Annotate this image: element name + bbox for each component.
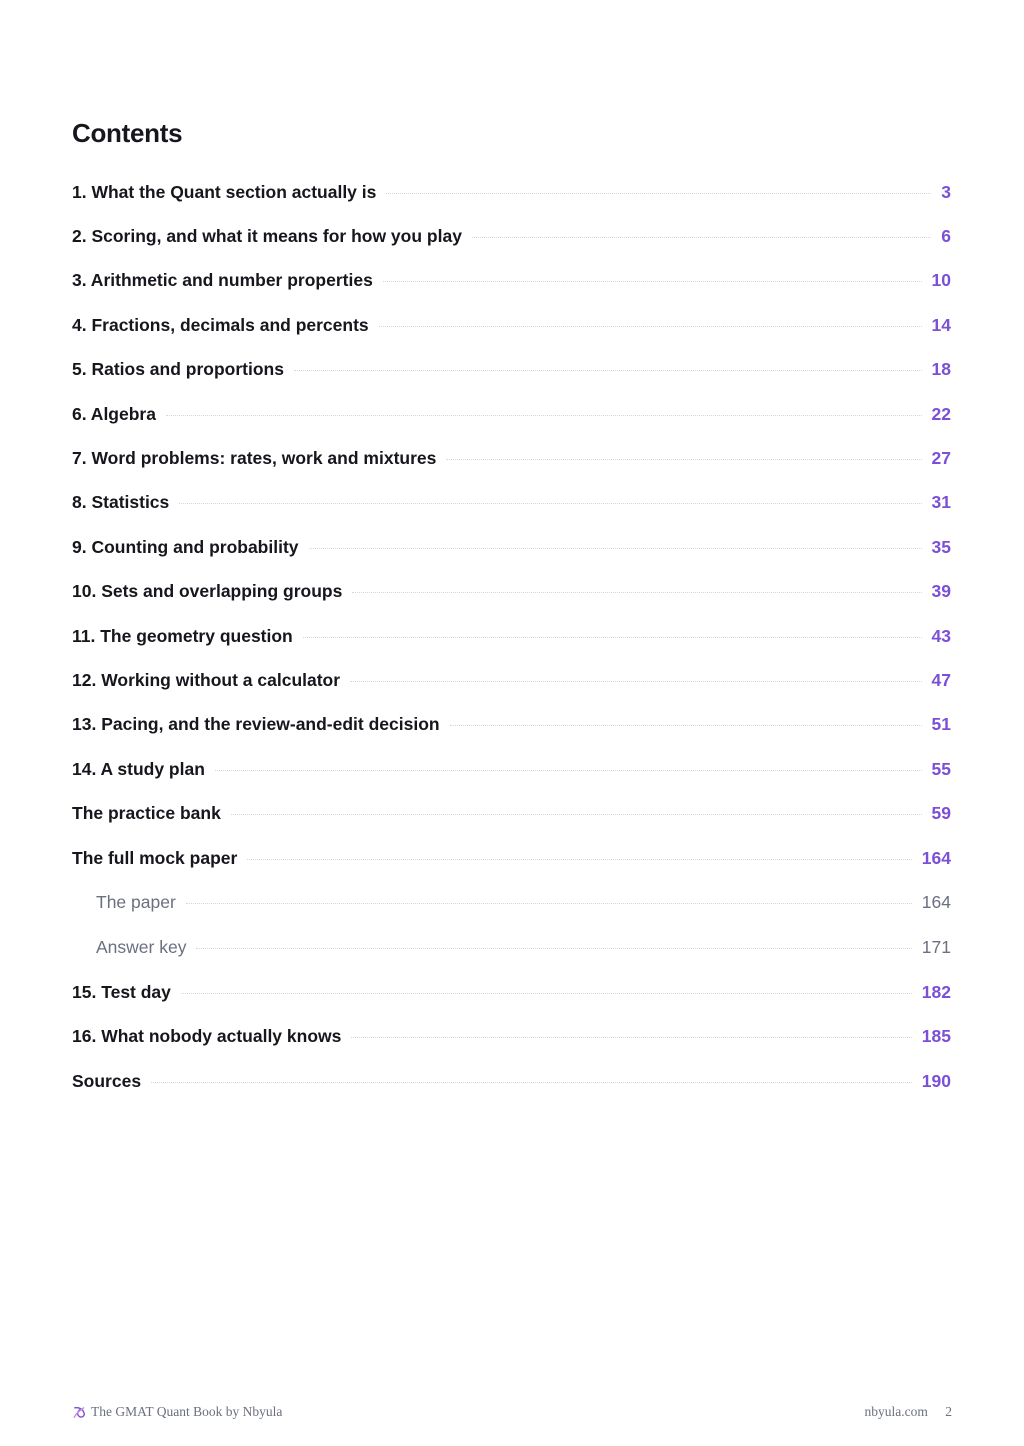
toc-entry[interactable] xyxy=(72,703,951,747)
toc-entry-title: 12. Working without a calculator xyxy=(72,669,341,690)
toc-page-number: 47 xyxy=(931,669,951,690)
dot-leader xyxy=(215,770,922,771)
toc-entry-title: 5. Ratios and proportions xyxy=(72,359,284,380)
toc-subentry[interactable] xyxy=(72,925,951,970)
toc-page-number: 10 xyxy=(931,270,951,291)
toc-entry[interactable] xyxy=(72,791,951,835)
toc-entry[interactable] xyxy=(72,259,951,303)
dot-leader xyxy=(186,903,912,904)
toc-page-number: 51 xyxy=(931,714,951,735)
toc-page-number: 164 xyxy=(921,847,951,868)
toc-entry[interactable] xyxy=(72,836,951,880)
dot-leader xyxy=(196,948,911,949)
toc-entry-title: 10. Sets and overlapping groups xyxy=(72,581,343,602)
dot-leader xyxy=(294,370,922,371)
nbyula-logo-icon xyxy=(72,1405,87,1420)
toc-entry-title: 16. What nobody actually knows xyxy=(72,1026,342,1047)
page-title: Contents xyxy=(72,118,183,148)
toc-entry-title: The paper xyxy=(96,892,176,913)
toc-entry-title: 14. A study plan xyxy=(72,758,205,779)
toc-page-number: 39 xyxy=(931,581,951,602)
dot-leader xyxy=(472,237,931,238)
dot-leader xyxy=(181,993,912,994)
toc-entry-title: 6. Algebra xyxy=(72,403,156,424)
toc-entry[interactable] xyxy=(72,570,951,614)
dot-leader xyxy=(450,725,922,726)
dot-leader xyxy=(446,459,921,460)
toc-entry-title: 15. Test day xyxy=(72,981,171,1002)
toc-entry-title: 1. What the Quant section actually is xyxy=(72,181,377,202)
toc-entry-title: Answer key xyxy=(96,937,187,958)
toc-page-number: 190 xyxy=(921,1070,951,1091)
toc-entry[interactable] xyxy=(72,392,951,436)
toc-entry[interactable] xyxy=(72,747,951,791)
dot-leader xyxy=(309,548,922,549)
dot-leader xyxy=(166,415,922,416)
dot-leader xyxy=(386,193,931,194)
toc-page-number: 43 xyxy=(931,625,951,646)
toc-entry[interactable] xyxy=(72,1059,951,1103)
toc-entry[interactable] xyxy=(72,481,951,525)
toc-page-number: 27 xyxy=(931,448,951,469)
toc-entry[interactable] xyxy=(72,525,951,569)
toc-entry[interactable] xyxy=(72,170,951,214)
footer-book-title-text: The GMAT Quant Book by Nbyula xyxy=(91,1404,283,1419)
toc-page-number: 14 xyxy=(931,314,951,335)
toc-entry-title: 11. The geometry question xyxy=(72,625,293,646)
dot-leader xyxy=(350,681,921,682)
toc-page-number: 185 xyxy=(921,1026,951,1047)
toc-page-number: 31 xyxy=(931,492,951,513)
toc-entry[interactable] xyxy=(72,970,951,1014)
dot-leader xyxy=(231,814,922,815)
toc-entry[interactable] xyxy=(72,658,951,702)
toc-entry[interactable] xyxy=(72,1014,951,1058)
dot-leader xyxy=(303,637,922,638)
toc-entry-title: Sources xyxy=(72,1070,142,1091)
toc-page-number: 22 xyxy=(931,403,951,424)
toc-entry-title: 8. Statistics xyxy=(72,492,170,513)
footer-page-number: 2 xyxy=(945,1404,952,1419)
toc-page-number: 35 xyxy=(931,536,951,557)
toc-entry[interactable] xyxy=(72,348,951,392)
table-of-contents xyxy=(72,170,951,1103)
toc-page-number: 55 xyxy=(931,758,951,779)
toc-page-number: 164 xyxy=(921,892,951,913)
dot-leader xyxy=(383,281,922,282)
toc-subentry[interactable] xyxy=(72,880,951,925)
dot-leader xyxy=(247,859,911,860)
dot-leader xyxy=(151,1082,912,1083)
dot-leader xyxy=(179,503,921,504)
toc-page-number: 18 xyxy=(931,359,951,380)
dot-leader xyxy=(352,592,921,593)
toc-entry-title: 3. Arithmetic and number properties xyxy=(72,270,373,291)
toc-entry[interactable] xyxy=(72,614,951,658)
dot-leader xyxy=(379,326,922,327)
toc-entry[interactable] xyxy=(72,214,951,258)
footer-book-title xyxy=(72,1404,282,1420)
toc-page-number: 171 xyxy=(921,937,951,958)
toc-page-number: 59 xyxy=(931,803,951,824)
toc-entry-title: 13. Pacing, and the review-and-edit decision xyxy=(72,714,440,735)
toc-entry-title: 9. Counting and probability xyxy=(72,536,299,557)
toc-page-number: 6 xyxy=(941,226,951,247)
footer-right xyxy=(865,1404,953,1420)
toc-page-number: 182 xyxy=(921,981,951,1002)
toc-entry-title: 7. Word problems: rates, work and mixtures xyxy=(72,448,437,469)
toc-page-number: 3 xyxy=(941,181,951,202)
footer-site-link[interactable]: nbyula.com xyxy=(864,1404,928,1419)
toc-entry-title: The full mock paper xyxy=(72,847,238,868)
toc-entry[interactable] xyxy=(72,303,951,347)
dot-leader xyxy=(351,1037,911,1038)
toc-entry-title: 2. Scoring, and what it means for how you play xyxy=(72,226,462,247)
toc-entry-title: 4. Fractions, decimals and percents xyxy=(72,314,369,335)
toc-entry-title: The practice bank xyxy=(72,803,221,824)
toc-entry[interactable] xyxy=(72,436,951,480)
